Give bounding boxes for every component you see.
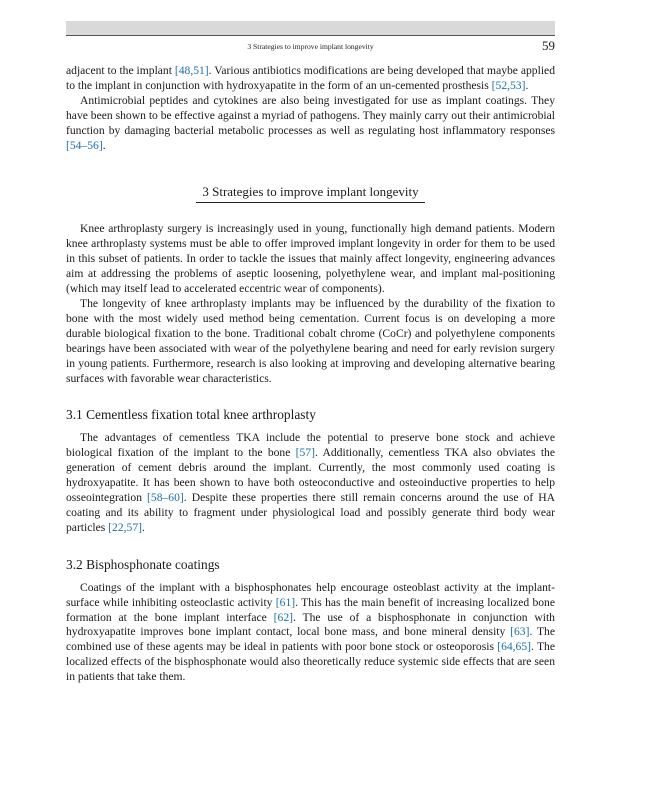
page-number: 59 [542,38,555,53]
text-run: . Various antibiotics modifications are being developed that maybe applied to the implant in conjunction with hydroxyapatite in the form of an un-cemented prosthesis [66,64,555,92]
top-gray-band [66,21,555,35]
text-run: . The combined use of these agents may be ideal in patients with poor bone stock or osteoporosis [66,625,555,654]
citation-link[interactable]: [61] [275,595,296,609]
running-title: 3 Strategies to improve implant longevity [247,42,374,51]
text-run: . The localized effects of the bisphosphonate would also theoretically reduce systemic side effects that are seen in patients that take them. [66,640,555,684]
text-run: Antimicrobial peptides and cytokines are also being investigated for use as implant coatings. They have been shown to be effective against a myriad of pathogens. They mainly carry out their antimicrobial function by damaging bacterial metabolic processes as well as regulating host inflammatory responses [66,93,555,137]
citation-link[interactable]: [22,57] [108,520,142,534]
text-run: adjacent to the implant [66,64,175,77]
citation-link[interactable]: [54–56] [66,138,103,152]
citation-link[interactable]: [57] [295,446,315,460]
page-body [66,64,555,685]
section-3-heading: 3 Strategies to improve implant longevity [196,184,424,203]
text-run: . Additionally, cementless TKA also obviates the generation of cement debris around the implant. Currently, the most commonly used coating is hydroxyapatite. It has been shown to have both osteoconductive and osteoinductive properties to help osseointegration [66,446,555,505]
citation-link[interactable]: [52,53] [491,78,526,92]
section-3-1-paragraph [66,431,555,535]
text-run: . The use of a bisphosphonate in conjunction with hydroxyapatite improves bone implant contact, local bone mass, and bone mineral density [66,610,555,639]
text-run: . Despite these properties there still remain concerns around the use of HA coating and its ability to fragment under physiological load and possibly generate third body wear particles [66,491,556,534]
section-heading-wrap [66,183,555,203]
citation-link[interactable]: [58–60] [147,491,184,505]
text-run: The advantages of cementless TKA include the potential to preserve bone stock and achieve biological fixation of the implant to the bone [66,431,555,460]
header-rule [66,35,555,36]
citation-link[interactable]: [63] [510,625,530,639]
text-run: . [525,78,529,92]
citation-link[interactable]: [64,65] [497,640,532,654]
section-3-2-paragraph [66,581,555,685]
text-run: Coatings of the implant with a bisphosphonates help encourage osteoblast activity at the implant-surface while inhibiting osteoclastic activity [66,580,555,609]
section-3-1-heading: 3.1 Cementless fixation total knee arthroplasty [66,407,316,423]
section-3-paragraph-2: The longevity of knee arthroplasty implants may be influenced by the durability of the fixation to bone with the most widely used method being cementation. Current focus is on developing a more durable biological fixation to the bone. Traditional cobalt chrome (CoCr) and polyethylene components bearings have been associated with wear of the polyethylene bearing and need for early revision surgery in young patients. Furthermore, research is also looking at improving and developing alternative bearing surfaces with favorable wear characteristics. [66,296,555,385]
text-run: . [102,138,106,152]
section-3-paragraph-1: Knee arthroplasty surgery is increasingly used in young, functionally high demand patients. Modern knee arthroplasty systems must be able to offer improved implant longevity in order for them to be used in this subset of patients. In order to tackle the issues that mainly affect longevity, engineering advances aim at addressing the problems of aseptic loosening, polyethylene wear, and implant mal-positioning (which may itself lead to accelerated eccentric wear of components). [66,222,555,296]
citation-link[interactable]: [62] [273,610,293,624]
text-run: . [141,520,145,534]
intro-paragraph-2 [66,94,555,154]
section-3-2-heading: 3.2 Bisphosphonate coatings [66,556,220,572]
intro-paragraph-1 [66,64,555,94]
citation-link[interactable]: [48,51] [174,64,209,77]
text-run: . This has the main benefit of increasing localized bone formation at the bone implant interface [66,595,555,624]
running-header [66,39,555,53]
